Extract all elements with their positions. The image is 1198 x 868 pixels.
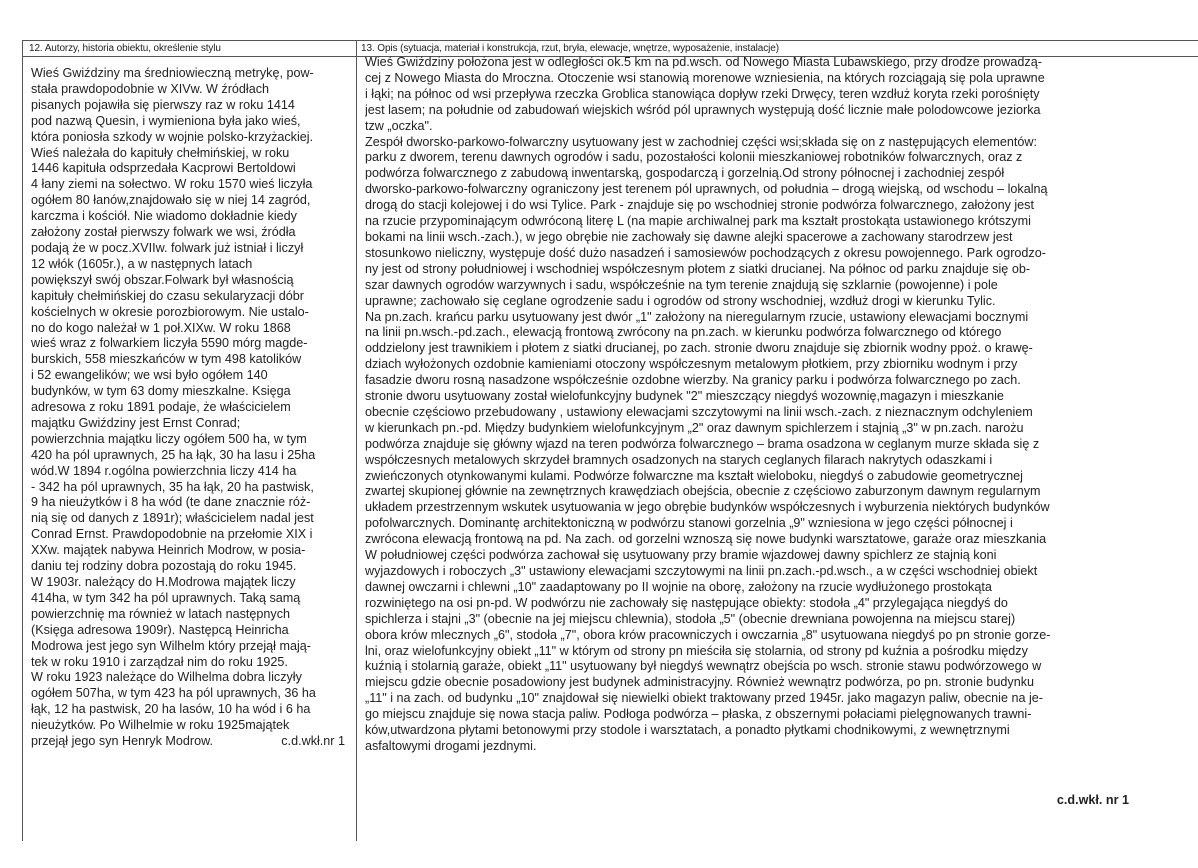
right-text-line: Wieś Gwiździny położona jest w odległości ok.5 km na pd.wsch. od Nowego Miasta Lubawskiego, przy drodze prowadzą- (365, 55, 1042, 69)
right-text-line: współczesnych metalowych skrzydeł bramnych osadzonych na starych ceglanych filarach nakrytych odaszkami i (365, 452, 993, 467)
left-text-line: kościelnych w okresie porozbiorowym. Nie ustalo- (31, 304, 309, 319)
right-text-line: drogą do stacji kolejowej i do wsi Tylice. Park - znajduje się po wschodniej stronie podwórza folwarcznego, założony jest (365, 198, 1034, 213)
right-text-line: parku z dworem, terenu dawnych ogrodów i sadu, pozostałości kolonii mieszkaniowej robotników folwarcznych, oraz z (365, 150, 1023, 165)
left-text-line: adresowa z roku 1891 podaje, że właścicielem (31, 400, 291, 415)
left-text-line: która poniosła szkody w wojnie polsko-krzyżackiej. (31, 129, 314, 144)
left-text-line: karczma i kościół. Nie wiadomo dokładnie kiedy (31, 209, 297, 224)
left-text-line: majątku Gwiździny jest Ernst Conrad; (31, 415, 241, 430)
left-text-line: tek w roku 1910 i zarządzał nim do roku 1925. (31, 654, 288, 669)
right-text-line: zwrócona elewacją frontową na pd. Na zach. od gorzelni wznoszą się nowe budynki warsztatowe, garaże oraz mieszkania (365, 532, 1047, 547)
right-text-line: asfaltowymi drogami jezdnymi. (365, 738, 537, 753)
left-text-line: powierzchnia majątku liczy ogółem 500 ha, w tym (31, 431, 307, 446)
right-text-line: ków,utwardzona płytami betonowymi przy stodole i warsztatach, a ponadto płytkami chodnikowymi, z wewnętrznymi (365, 723, 1010, 738)
left-text-line: powiększył swój obszar.Folwark był własnością (31, 272, 294, 287)
right-text-line: rozwiniętego na osi pn-pd. W podwórzu nie zachowały się następujące obiekty: stodoła „4" przylegająca niegdyś do (365, 595, 1008, 610)
left-text-line: nieużytków. Po Wilhelmie w roku 1925majątek (31, 718, 290, 733)
left-text-line: W roku 1923 należące do Wilhelma dobra liczyły (31, 670, 302, 685)
left-text-line: nią się od danych z 1891r); właścicielem nadal jest (31, 511, 314, 526)
left-text-line: 420 ha pól uprawnych, 25 ha łąk, 30 ha lasu i 25ha (31, 447, 316, 462)
left-text-line: burskich, 558 mieszkańców w tym 498 katolików (31, 352, 302, 367)
right-text-line: lni, oraz wielofunkcyjny obiekt „11" w którym od strony pn mieściła się stolarnia, od strony pd kuźnia a pośrodku między (365, 643, 1028, 658)
right-text-line: dziach wyłożonych ozdobnie kamieniami otoczony współczesnym metalowym płotkiem, przy zbiorniku wodnym i przy (365, 357, 1018, 372)
right-text-line: na rzucie przypominającym odwróconą literę L (na mapie archiwalnej park ma kształt prostokąta ustawionego krótszymi (365, 214, 1031, 229)
right-text-line: tzw „oczka". (365, 118, 433, 133)
right-text-line: dworsko-parkowo-folwarczny ograniczony jest terenem pól uprawnych, od południa – drogą wiejską, od wschodu – lokalną (365, 182, 1048, 197)
right-text-line: zwartej skupionej głównie na zewnętrznych krawędziach obejścia, obecnie z częściowo zaburzonym dawnym regularnym (365, 484, 1041, 499)
section-13-header: 13. Opis (sytuacja, materiał i konstrukcja, rzut, bryła, elewacje, wnętrze, wyposażenie, instalacje) (361, 43, 779, 54)
right-text-line: na linii pn.wsch.-pd.zach., elewacją frontową zwrócony na pn.zach. w kierunku podwórza folwarcznego od którego (365, 325, 1002, 340)
right-text-line: podwórza znajduje się główny wjazd na teren podwórza folwarcznego – brama osadzona w ceglanym murze składa się z (365, 436, 1040, 451)
left-text-line: przejął jego syn Henryk Modrow. c.d.wkł.nr 1 (31, 734, 345, 749)
right-text-line: oddzielony jest trawnikiem i płotem z siatki drucianej, po zach. stronie dworu znajduje się zbiornik wodny ppoż. o krawę- (365, 341, 1033, 356)
left-text-line: łąk, 12 ha pastwisk, 20 ha lasów, 10 ha wód i 6 ha (31, 702, 311, 717)
left-text-line: Modrowa jest jego syn Wilhelm który przejął mają- (31, 638, 311, 653)
right-text-line: W południowej części podwórza zachował się usytuowany przy bramie wjazdowej dawny spichlerz ze stajnią koni (365, 548, 997, 563)
left-text-line: Wieś Gwiździny ma średniowieczną metrykę, pow- (31, 66, 314, 80)
left-text-line: ogółem 507ha, w tym 423 ha pól uprawnych, 36 ha (31, 686, 316, 701)
right-text-line: Zespół dworsko-parkowo-folwarczny usytuowany jest w zachodniej części wsi;składa się on z następujących elementów: (365, 134, 1037, 149)
right-text-line: obecnie częściowo przebudowany , ustawiony elewacjami szczytowymi na linii wsch.-zach. z nieznacznym odchyleniem (365, 404, 1033, 419)
right-text-line: w kierunkach pn.-pd. Między budynkiem wielofunkcyjnym „2" oraz dawnym spichlerzem i stajnią „3" w pn.zach. narożu (365, 420, 1024, 435)
right-text-line: ny jest od strony południowej i wschodniej współczesnym płotem z siatki drucianej. Na północ od parku znajduje się ob- (365, 261, 1031, 276)
left-text-line: Wieś należała do kapituły chełmińskiej, w roku (31, 145, 290, 160)
left-text-line: - 342 ha pól uprawnych, 35 ha łąk, 20 ha pastwisk, (31, 479, 314, 494)
left-text-line: wieś wraz z folwarkiem liczyła 5590 mórg magde- (31, 336, 308, 351)
left-text-line: 12 włók (1605r.), a w następnych latach (31, 256, 253, 271)
right-text-line: podwórza folwarcznego z zabudową inwentarską, gospodarczą i gorzelnią.Od strony północnej i zachodniej zespół (365, 166, 1005, 181)
form-sheet (22, 40, 1198, 841)
left-text-line: 1446 kapituła odsprzedała Kacprowi Bertoldowi (31, 161, 296, 176)
left-text-line: budynków, w tym 63 domy mieszkalne. Księga (31, 384, 291, 399)
right-text-line: „11" i na zach. od budynku „10" znajdował się niewielki obiekt traktowany przed 1945r. jako magazyn paliw, obecnie na je- (365, 691, 1043, 706)
continuation-note-left: c.d.wkł.nr 1 (281, 734, 345, 749)
left-text-line: i 52 ewangelików; we wsi było ogółem 140 (31, 368, 268, 383)
left-text-line: 414ha, w tym 342 ha pól uprawnych. Taką samą (31, 590, 301, 605)
left-text-line: stała prawdopodobnie w XIVw. W źródłach (31, 81, 270, 96)
left-text-line: pisanych pojawiła się pierwszy raz w roku 1414 (31, 97, 295, 112)
left-text-line: założony został pierwszy folwark we wsi, źródła (31, 225, 296, 240)
left-text-line: wód.W 1894 r.ogólna powierzchnia liczy 414 ha (31, 463, 297, 478)
right-text-line: obora krów mlecznych „6", stodoła „7", obora krów pracowniczych i owczarnia „8" usytuowana niegdyś po pn stronie gorze- (365, 627, 1051, 642)
column-divider (356, 41, 357, 841)
left-text-line: W 1903r. należący do H.Modrowa majątek liczy (31, 575, 296, 589)
left-text-line: powierzchnię ma również w latach następnych (31, 606, 291, 621)
left-text-line: daniu tej rodziny dobra pozostają do roku 1945. (31, 559, 297, 574)
left-text-line: pod nazwą Quesin, i wymieniona była jako wieś, (31, 113, 301, 128)
right-text-line: wyjazdowych i roboczych „3" ustawiony elewacjami szczytowymi na linii pn.zach.-pd.wsch., a w części wschodniej obiekt (365, 564, 1038, 578)
right-text-line: pofolwarcznych. Dominantę architektoniczną w podwórzu stanowi gorzelnia „9" wzniesiona w jego części północnej i (365, 516, 1013, 531)
description-column (365, 55, 1139, 755)
right-text-line: układem przestrzennym wskutek usytuowania w jego obrębie budynków współczesnych i wyburzenia niektórych budynków (365, 500, 1050, 515)
right-text-line: kuźnią i stolarnią garaże, obiekt „11" usytuowany był niegdyś wewnątrz obejścia po wsch. stronie stawu podwórzowego w (365, 659, 1042, 674)
left-text-line: no do kogo należał w 1 poł.XIXw. W roku 1868 (31, 320, 291, 335)
right-text-line: szar dawnych ogrodów warzywnych i sadu, współcześnie na tym terenie znajdują się szklarnie (powojenne) i pole (365, 277, 998, 292)
left-text-line: 4 łany ziemi na sołectwo. W roku 1570 wieś liczyła (31, 177, 313, 192)
right-text-line: jest lasem; na południe od zabudowań wiejskich wśród pól uprawnych występują dość licznie małe polodowcowe jeziorka (365, 102, 1041, 117)
left-text-line: ogółem 80 łanów,znajdowało się w niej 14 zagród, (31, 193, 311, 208)
right-text-line: dawnej owczarni i chlewni „10" zaadaptowany po II wojnie na oborę, założony na rzucie wydłużonego prostokąta (365, 579, 992, 594)
right-text-line: stosunkowo nieliczny, występuje dość dużo nasadzeń i samosiewów pochodzących z okresu powojennego. Park ogrodzo- (365, 245, 1046, 260)
left-text-line: Conrad Ernst. Prawdopodobnie na przełomie XIX i (31, 527, 313, 542)
right-text-line: stronie dworu usytuowany został wielofunkcyjny budynek "2" mieszczący niegdyś wozownię,magazyn i mieszkanie (365, 389, 1004, 404)
right-text-line: i łąki; na północ od wsi przepływa rzeczka Groblica stanowiąca dopływ rzeki Drwęcy, teren wzdłuż koryta rzeki porośnięty (365, 86, 1040, 101)
right-text-line: Na pn.zach. krańcu parku usytuowany jest dwór „1" założony na nieregularnym rzucie, ustawiony elewacjami bocznymi (365, 309, 1029, 324)
left-text-line: (Księga adresowa 1909r). Następcą Heinricha (31, 622, 289, 637)
right-text-line: uprawne; zachowało się ceglane ogrodzenie sadu i ogrodów od strony wschodniej, wzdłuż drogi w kierunku Tylic. (365, 293, 996, 308)
history-column (31, 66, 351, 750)
right-text-line: go miejscu znajduje się nowa stacja paliw. Podłoga podwórza – płaska, z obszernymi połaciami pielęgnowanych trawni- (365, 707, 1032, 722)
left-text-line: podają że w pocz.XVIIw. folwark już istniał i liczył (31, 240, 304, 255)
right-text-line: fasadzie dworu rosną nasadzone współcześnie ozdobne wierzby. Na granicy parku i podwórza folwarcznego po zach. (365, 373, 1021, 388)
right-text-line: zwieńczonych otynkowanymi kulami. Podwórze folwarczne ma kształt wieloboku, niegdyś o zabudowie geometrycznej (365, 468, 1023, 483)
right-text-line: cej z Nowego Miasta do Mroczna. Otoczenie wsi stanowią morenowe wzniesienia, na których rozciągają się pola uprawne (365, 70, 1045, 85)
right-text-line: spichlerza i stajni „3" (obecnie na jej miejscu chlewnia), stodoła „5" (obecnie drewniana powojenna na miejscu starej) (365, 611, 1016, 626)
section-12-header: 12. Autorzy, historia obiektu, określenie stylu (29, 43, 221, 54)
right-text-line: bokami na linii wsch.-zach.), w jego obrębie nie zachowały się dawne alejki spacerowe a zachowany starodrzew jest (365, 229, 1013, 244)
left-text-line: 9 ha nieużytków i 8 ha wód (te dane znacznie róż- (31, 495, 311, 510)
continuation-note-right: c.d.wkł. nr 1 (1056, 793, 1129, 807)
left-text-line: kapituły chełmińskiej do czasu sekularyzacji dóbr (31, 288, 304, 303)
right-text-line: miejscu gdzie obecnie posadowiony jest budynek administracyjny. Również wewnątrz podwórza, po pn. stronie budynku (365, 675, 1034, 690)
left-text-line: XXw. majątek nabywa Heinrich Modrow, w posia- (31, 543, 306, 558)
